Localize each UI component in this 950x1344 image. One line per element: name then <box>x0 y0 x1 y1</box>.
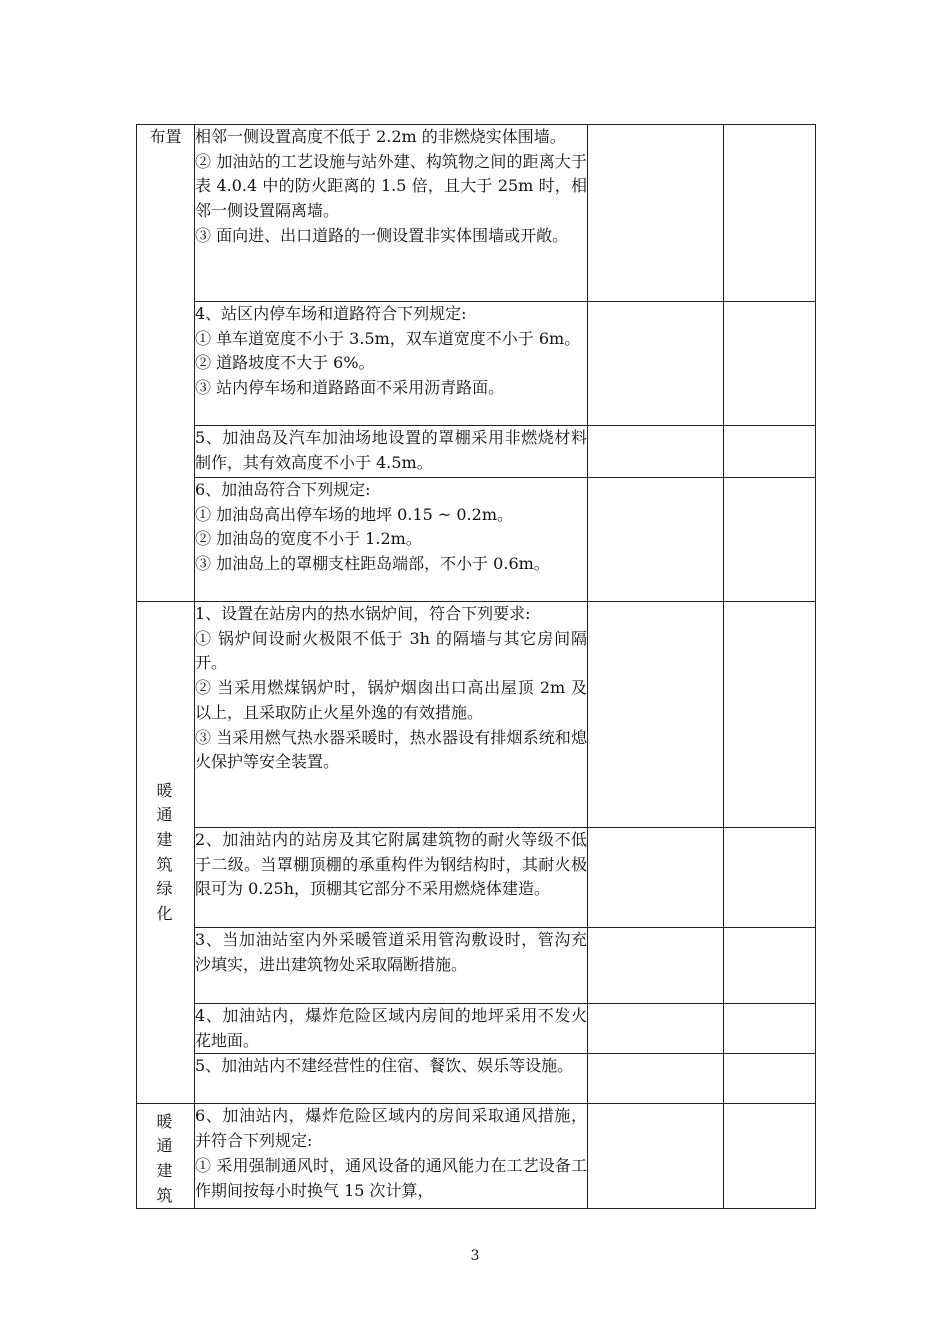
requirement-text: 3、当加油站室内外采暖管道采用管沟敷设时，管沟充沙填实，进出建筑物处采取隔断措施。 <box>195 930 587 974</box>
requirement-cell <box>195 828 588 928</box>
requirement-cell <box>195 478 588 602</box>
category-cell <box>137 602 195 1104</box>
category-cell <box>137 125 195 602</box>
table-row <box>137 602 816 828</box>
requirement-cell <box>195 602 588 828</box>
requirement-text: 4、加油站内，爆炸危险区域内房间的地坪采用不发火花地面。 <box>195 1006 587 1050</box>
check-result-cell[interactable] <box>588 1104 724 1209</box>
table-row <box>137 1104 816 1209</box>
requirement-text: ③ 面向进、出口道路的一侧设置非实体围墙或开敞。 <box>195 225 569 245</box>
table-row <box>137 426 816 478</box>
requirement-text: ① 加油岛高出停车场的地坪 0.15 ~ 0.2m。 <box>195 504 513 524</box>
requirement-cell <box>195 1054 588 1104</box>
check-result-cell[interactable] <box>588 426 724 478</box>
remark-cell[interactable] <box>724 426 816 478</box>
table-row <box>137 1054 816 1104</box>
requirement-text: ② 当采用燃煤锅炉时，锅炉烟囱出口高出屋顶 2m 及以上，且采取防止火星外逸的有效措施。 <box>195 678 587 722</box>
check-result-cell[interactable] <box>588 1004 724 1054</box>
check-result-cell[interactable] <box>588 302 724 426</box>
remark-cell[interactable] <box>724 1004 816 1054</box>
table-row <box>137 302 816 426</box>
check-result-cell[interactable] <box>588 928 724 1004</box>
check-result-cell[interactable] <box>588 828 724 928</box>
remark-cell[interactable] <box>724 125 816 302</box>
requirement-text: ② 道路坡度不大于 6%。 <box>195 353 375 373</box>
requirement-text: 1、设置在站房内的热水锅炉间，符合下列要求: <box>195 604 531 623</box>
requirement-text: 4、站区内停车场和道路符合下列规定: <box>195 304 467 323</box>
requirement-text: ② 加油站的工艺设施与站外建、构筑物之间的距离大于表 4.0.4 中的防火距离的 1.5 倍，且大于 25m 时，相邻一侧设置隔离墙。 <box>195 151 587 221</box>
requirement-cell <box>195 928 588 1004</box>
table-row <box>137 828 816 928</box>
requirement-cell <box>195 1004 588 1054</box>
table-body <box>137 125 816 1209</box>
requirement-text: ③ 当采用燃气热水器采暖时，热水器设有排烟系统和熄火保护等安全装置。 <box>195 727 587 772</box>
remark-cell[interactable] <box>724 828 816 928</box>
inspection-table <box>136 124 816 1209</box>
remark-cell[interactable] <box>724 928 816 1004</box>
requirement-text: 5、加油岛及汽车加油场地设置的罩棚采用非燃烧材料制作，其有效高度不小于 4.5m。 <box>195 428 587 472</box>
remark-cell[interactable] <box>724 302 816 426</box>
requirement-cell <box>195 1104 588 1209</box>
category-label: 布置 <box>149 127 182 146</box>
check-result-cell[interactable] <box>588 602 724 828</box>
requirement-text: ① 锅炉间设耐火极限不低于 3h 的隔墙与其它房间隔开。 <box>195 628 587 673</box>
requirement-cell <box>195 302 588 426</box>
category-label: 暖通建筑 <box>156 1111 175 1205</box>
requirement-text: 2、加油站内的站房及其它附属建筑物的耐火等级不低于二级。当罩棚顶棚的承重构件为钢结构时，其耐火极限可为 0.25h，顶棚其它部分不采用燃烧体建造。 <box>195 830 587 899</box>
requirement-text: 相邻一侧设置高度不低于 2.2m 的非燃烧实体围墙。 <box>195 127 566 146</box>
requirement-text: ③ 站内停车场和道路路面不采用沥青路面。 <box>195 378 505 398</box>
table-row <box>137 1004 816 1054</box>
remark-cell[interactable] <box>724 1104 816 1209</box>
category-label: 暖通建筑绿化 <box>156 780 175 924</box>
remark-cell[interactable] <box>724 1054 816 1104</box>
requirement-cell <box>195 125 588 302</box>
table-row <box>137 478 816 602</box>
check-result-cell[interactable] <box>588 478 724 602</box>
requirement-text: ② 加油岛的宽度不小于 1.2m。 <box>195 529 422 549</box>
remark-cell[interactable] <box>724 602 816 828</box>
page-number: 3 <box>470 1248 480 1264</box>
check-result-cell[interactable] <box>588 125 724 302</box>
remark-cell[interactable] <box>724 478 816 602</box>
requirement-text: ③ 加油岛上的罩棚支柱距岛端部，不小于 0.6m。 <box>195 554 550 574</box>
category-cell <box>137 1104 195 1209</box>
requirement-text: ① 采用强制通风时，通风设备的通风能力在工艺设备工作期间按每小时换气 15 次计算， <box>195 1155 587 1200</box>
requirement-cell <box>195 426 588 478</box>
check-result-cell[interactable] <box>588 1054 724 1104</box>
requirement-text: ① 单车道宽度不小于 3.5m，双车道宽度不小于 6m。 <box>195 328 581 348</box>
table-row <box>137 125 816 302</box>
requirement-text: 6、加油站内，爆炸危险区域内的房间采取通风措施，并符合下列规定: <box>195 1106 587 1151</box>
requirement-text: 6、加油岛符合下列规定: <box>195 480 371 499</box>
table-row <box>137 928 816 1004</box>
requirement-text: 5、加油站内不建经营性的住宿、餐饮、娱乐等设施。 <box>195 1056 574 1076</box>
